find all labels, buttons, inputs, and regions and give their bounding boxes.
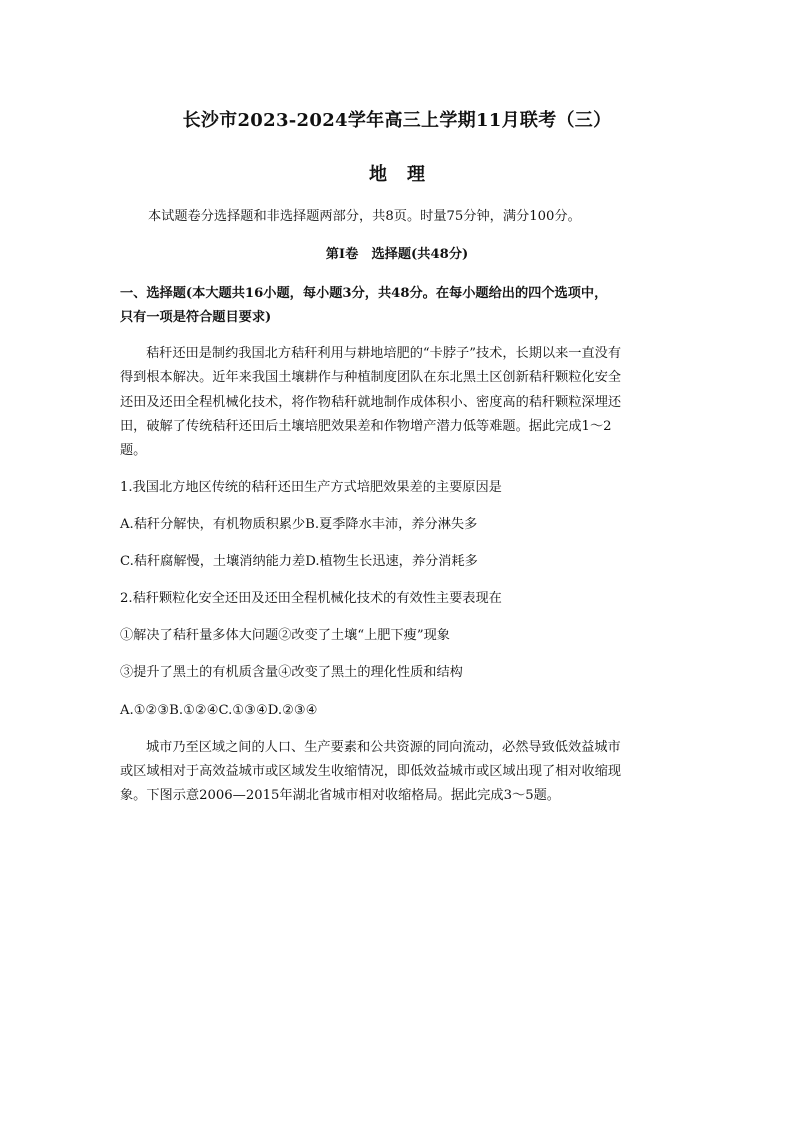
passage1-line-2: 得到根本解决。近年来我国土壤耕作与种植制度团队在东北黑土区创新秸秆颗粒化安全 [120, 370, 622, 385]
question-1-stem: 1.我国北方地区传统的秸秆还田生产方式培肥效果差的主要原因是 [120, 480, 502, 495]
passage2-line-1: 城市乃至区域之间的人口、生产要素和公共资源的同向流动，必然导致低效益城市 [146, 740, 621, 755]
section-instruction-line-1: 一、选择题(本大题共16小题，每小题3分，共48分。在每小题给出的四个选项中， [120, 286, 608, 301]
exam-intro: 本试题卷分选择题和非选择题两部分，共8页。时量75分钟，满分100分。 [148, 209, 581, 224]
passage1-line-4: 田，破解了传统秸秆还田后土壤培肥效果差和作物增产潜力低等难题。据此完成1～2 [120, 419, 612, 434]
subject-char-1: 地 [369, 164, 387, 185]
question-2-items-34: ③提升了黑土的有机质含量④改变了黑土的理化性质和结构 [120, 665, 463, 680]
question-2-items-12: ①解决了秸秆量多体大问题②改变了土壤“上肥下瘦”现象 [120, 628, 450, 643]
question-1-options-ab: A.秸秆分解快，有机物质积累少B.夏季降水丰沛，养分淋失多 [120, 517, 478, 532]
section-instruction-line-2: 只有一项是符合题目要求) [120, 310, 272, 325]
passage2-line-2: 或区域相对于高效益城市或区域发生收缩情况，即低效益城市或区域出现了相对收缩现 [120, 764, 622, 779]
passage1-line-3: 还田及还田全程机械化技术，将作物秸秆就地制作成体积小、密度高的秸秆颗粒深埋还 [120, 395, 622, 410]
subject-char-2: 理 [407, 164, 425, 185]
passage1-line-1: 秸秆还田是制约我国北方秸秆利用与耕地培肥的“卡脖子”技术，长期以来一直没有 [146, 346, 622, 361]
passage1-line-5: 题。 [120, 443, 147, 458]
passage2-line-3: 象。下图示意2006—2015年湖北省城市相对收缩格局。据此完成3～5题。 [120, 788, 560, 803]
question-1-options-cd: C.秸秆腐解慢，土壤消纳能力差D.植物生长迅速，养分消耗多 [120, 554, 478, 569]
question-2-stem: 2.秸秆颗粒化安全还田及还田全程机械化技术的有效性主要表现在 [120, 591, 502, 606]
question-2-options: A.①②③B.①②④C.①③④D.②③④ [120, 703, 318, 718]
volume-heading: 第Ⅰ卷 选择题(共48分) [325, 247, 469, 262]
exam-title: 长沙市2023-2024学年高三上学期11月联考（三） [182, 110, 612, 131]
subject-heading [0, 160, 794, 186]
